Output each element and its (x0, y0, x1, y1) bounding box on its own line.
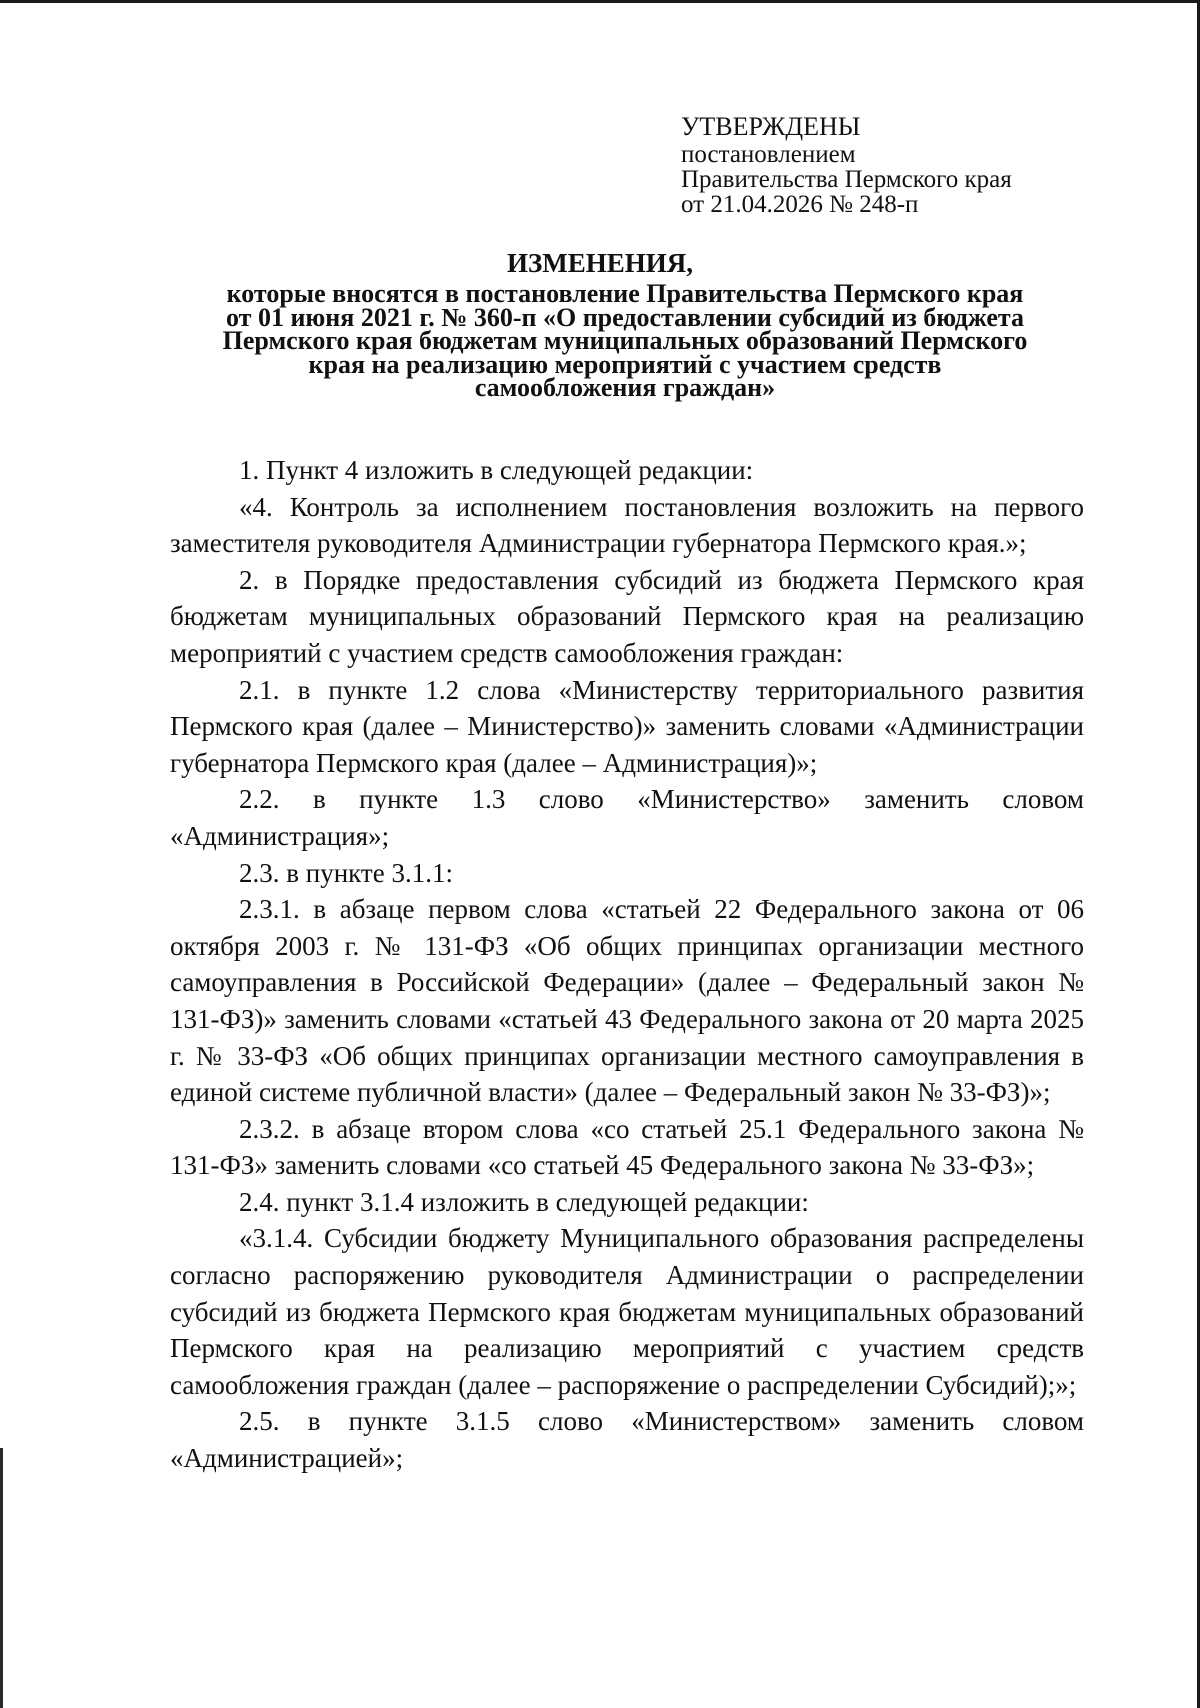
paragraph-7: 2.3.1. в абзаце первом слова «статьей 22 Федерального закона от 06 октября 2003 г. № 131-ФЗ «Об общих принципах организации местного самоуправления в Российской Федерации» (далее – Федеральный закон № 131-ФЗ)» заменить словами «статьей 43 Федерального закона от 20 марта 2025 г. № 33-ФЗ «Об общих принципах организации местного самоуправления в единой системе публичной власти» (далее – Федеральный закон № 33-ФЗ)»; (170, 894, 1084, 1108)
approval-block (681, 112, 1141, 217)
subtitle-line: которые вносятся в постановление Правительства Пермского края (226, 279, 1024, 308)
approval-line: Правительства Пермского края (681, 166, 1012, 193)
paragraph-4: 2.1. в пункте 1.2 слова «Министерству территориального развития Пермского края (далее – Министерство)» заменить словами «Администрации губернатора Пермского края (далее – Администрация)»; (170, 674, 1084, 778)
paragraph-10: «3.1.4. Субсидии бюджету Муниципального образования распределены согласно распоряжению руководителя Администрации о распределении субсидий из бюджета Пермского края бюджетам муниципальных образований Пермского края на реализацию мероприятий с участием средств самообложения граждан (далее – распоряжение о распределении Субсидий);»; (170, 1223, 1084, 1400)
paragraph-9: 2.4. пункт 3.1.4 изложить в следующей редакции: (239, 1186, 809, 1217)
document-title: ИЗМЕНЕНИЯ, (506, 248, 693, 278)
paragraph-6: 2.3. в пункте 3.1.1: (239, 857, 453, 888)
subtitle-line: самообложения граждан» (474, 373, 776, 402)
paragraph-11: 2.5. в пункте 3.1.5 слово «Министерством» заменить словом «Администрацией»; (170, 1406, 1084, 1474)
paragraph-1: 1. Пункт 4 изложить в следующей редакции: (239, 455, 754, 485)
scan-edge-left (0, 1448, 3, 1708)
paragraph-3: 2. в Порядке предоставления субсидий из бюджета Пермского края бюджетам муниципальных образований Пермского края на реализацию мероприятий с участием средств самообложения граждан: (170, 564, 1084, 668)
approval-date: от 21.04.2026 № 248-п (681, 191, 919, 218)
approval-line: постановлением (681, 141, 856, 168)
paragraph-2: «4. Контроль за исполнением постановления возложить на первого заместителя руководителя Администрации губернатора Пермского края.»; (170, 491, 1084, 559)
paragraph-8: 2.3.2. в абзаце втором слова «со статьей 25.1 Федерального закона № 131-ФЗ» заменить словами «со статьей 45 Федерального закона № 33-ФЗ»; (170, 1113, 1084, 1181)
approval-heading: УТВЕРЖДЕНЫ (681, 112, 861, 141)
subtitle-line: края на реализацию мероприятий с участием средств (308, 349, 942, 379)
document-subtitle (168, 279, 1082, 402)
paragraph-5: 2.2. в пункте 1.3 слово «Министерство» заменить словом «Администрация»; (170, 784, 1084, 851)
subtitle-line: от 01 июня 2021 г. № 360-п «О предоставлении субсидий из бюджета (226, 302, 1024, 332)
scan-edge-top (0, 0, 1200, 3)
subtitle-line: Пермского края бюджетам муниципальных образований Пермского (222, 326, 1028, 355)
document-body (170, 452, 1084, 1477)
